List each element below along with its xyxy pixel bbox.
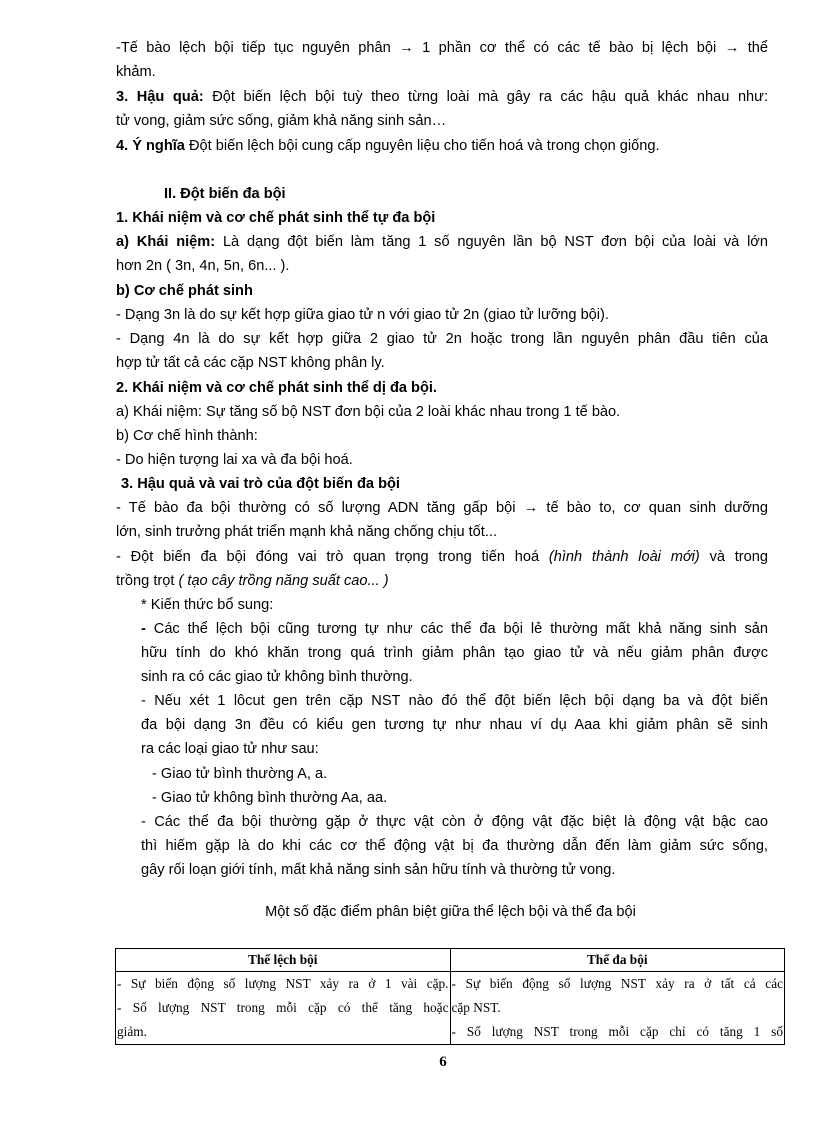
note-line: - Giao tử không bình thường Aa, aa. [152, 790, 388, 806]
cell-line: - Số lượng NST trong mỗi cặp có thể tăng hoặc [117, 1000, 449, 1015]
cell-line: - Số lượng NST trong mỗi cặp chỉ có tăng 1 số [451, 1024, 783, 1039]
cell-line: cặp NST. [451, 1000, 501, 1015]
meaning-line [116, 135, 768, 159]
text-span: Đột biến lệch bội cung cấp nguyên liệu cho tiến hoá và trong chọn giống. [184, 138, 660, 154]
note-line: thì hiếm gặp là do khi các cơ thể động vật bị đa thường dẫn đến làm giảm sức sống, [141, 838, 768, 854]
text-line: hơn 2n ( 3n, 4n, 5n, 6n... ). [116, 258, 290, 274]
note-line: sinh ra có các giao tử không bình thường. [141, 669, 413, 685]
subheading: 1. Khái niệm và cơ chế phát sinh thể tự đa bội [116, 210, 436, 226]
note-line: - Nếu xét 1 lôcut gen trên cặp NST nào đó thể đột biến lệch bội dạng ba và đột biến [141, 693, 768, 709]
text-span: Là dạng đột biến làm tăng 1 số nguyên lần bộ NST đơn bội của loài và lớn [215, 234, 768, 250]
text-line: - Tế bào đa bội thường có số lượng ADN tăng gấp bội → tế bào to, cơ quan sinh dưỡng [116, 500, 768, 516]
text-span: và trong [709, 549, 769, 565]
note-line: hữu tính do khó khăn trong quá trình giảm phân tạo giao tử và nếu giảm phân được [141, 645, 768, 661]
comparison-table [115, 948, 785, 1045]
subheading: b) Cơ chế phát sinh [116, 283, 253, 299]
text-span: - Đột biến đa bội đóng vai trò quan trọng trong tiến hoá [116, 549, 540, 565]
cell-line: giảm. [117, 1024, 147, 1039]
note-heading: * Kiến thức bổ sung: [141, 597, 274, 613]
table-row [116, 972, 785, 1045]
subheading-definition: a) Khái niệm: [116, 234, 216, 250]
table-header-row [116, 949, 785, 972]
text-line: - Do hiện tượng lai xa và đa bội hoá. [116, 452, 353, 468]
cell-polyploid [450, 972, 785, 1045]
cell-aneuploid [116, 972, 451, 1045]
role-line-2 [116, 570, 768, 594]
consequence-line [116, 86, 768, 110]
text-line: - Dạng 4n là do sự kết hợp giữa 2 giao tử 2n hoặc trong lần nguyên phân đầu tiên của [116, 331, 768, 347]
text-line: lớn, sinh trưởng phát triển mạnh khả năng chống chịu tốt... [116, 524, 498, 540]
text-line: -Tế bào lệch bội tiếp tục nguyên phân → 1 phần cơ thể có các tế bào bị lệch bội → thể [116, 40, 768, 56]
text-span: Các thể lệch bội cũng tương tự như các thể đa bội lẻ thường mất khả năng sinh sản [145, 621, 768, 637]
text-line: khảm. [116, 64, 156, 80]
text-line: a) Khái niệm: Sự tăng số bộ NST đơn bội của 2 loài khác nhau trong 1 tế bào. [116, 404, 621, 420]
note-line: - Giao tử bình thường A, a. [152, 766, 328, 782]
note-line: ra các loại giao tử như sau: [141, 741, 319, 757]
table-caption: Một số đặc điểm phân biệt giữa thể lệch bội và thể đa bội [265, 904, 636, 920]
section-heading: II. Đột biến đa bội [164, 186, 286, 202]
heading-consequence: 3. Hậu quả: [116, 89, 204, 105]
text-line: b) Cơ chế hình thành: [116, 428, 258, 444]
italic-span: (hình thành loài mới) [548, 549, 700, 565]
cell-line: - Sự biến động số lượng NST xảy ra ở 1 vài cặp. [117, 976, 449, 991]
page-number: 6 [439, 1054, 447, 1070]
header-aneuploid: Thể lệch bội [116, 949, 451, 972]
cell-line: - Sự biến động số lượng NST xảy ra ở tất cả các [451, 976, 783, 991]
header-polyploid: Thể đa bội [450, 949, 785, 972]
text-line: - Dạng 3n là do sự kết hợp giữa giao tử n với giao tử 2n (giao tử lưỡng bội). [116, 307, 609, 323]
text-line: tử vong, giảm sức sống, giảm khả năng sinh sản… [116, 113, 447, 129]
subheading: 2. Khái niệm và cơ chế phát sinh thể dị đa bội. [116, 380, 437, 396]
note-line [141, 618, 768, 642]
definition-line [116, 231, 768, 255]
note-line: đa bội dạng 3n đều có kiểu gen tương tự như nhau ví dụ Aaa khi giảm phân sẽ sinh [141, 717, 768, 733]
heading-meaning: 4. Ý nghĩa [116, 138, 185, 154]
italic-span: ( tạo cây trồng năng suất cao... ) [178, 573, 389, 589]
text-line: hợp tử tất cả các cặp NST không phân ly. [116, 355, 385, 371]
bullet-dash: - [141, 621, 146, 637]
note-line: - Các thể đa bội thường gặp ở thực vật còn ở động vật đặc biệt là động vật bậc cao [141, 814, 768, 830]
subheading: 3. Hậu quả và vai trò của đột biến đa bội [121, 476, 400, 492]
role-line [116, 546, 768, 570]
text-span: Đột biến lệch bội tuỳ theo từng loài mà gây ra các hậu quả khác nhau như: [203, 89, 768, 105]
note-line: gây rối loạn giới tính, mất khả năng sinh sản hữu tính và thường tử vong. [141, 862, 616, 878]
text-span: trồng trọt [116, 573, 175, 589]
